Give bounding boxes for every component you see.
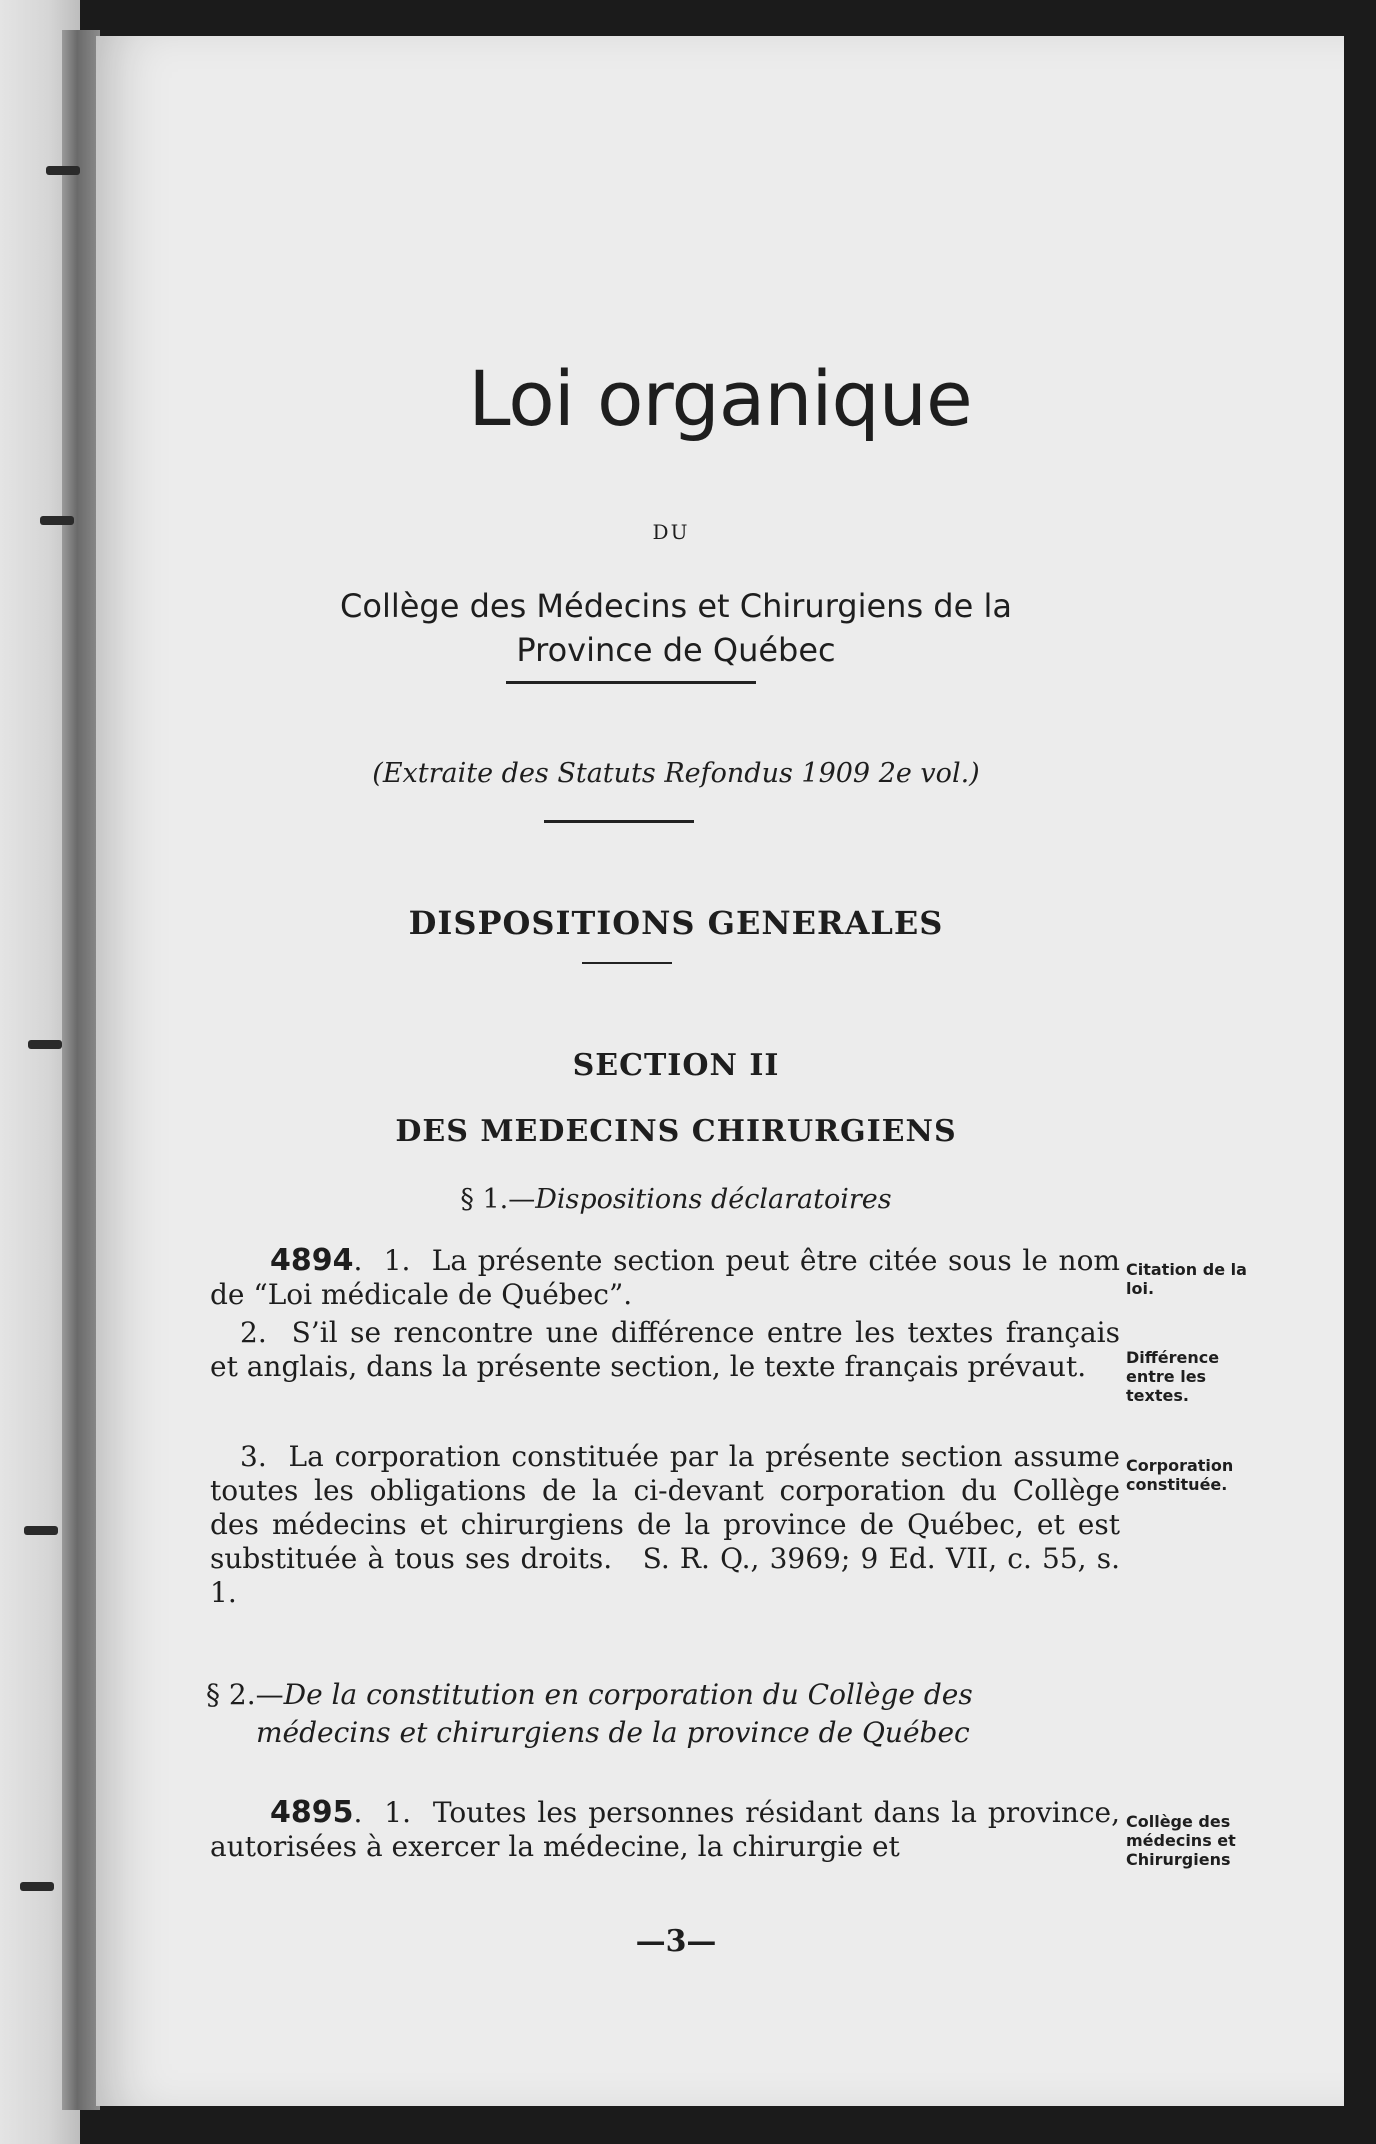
- subsection-number: 1.: [384, 1796, 411, 1829]
- paragraph-2-title-line-1: De la constitution en corporation du Collège des: [283, 1678, 973, 1711]
- margin-note-college: Collège des médecins et Chirurgiens: [1126, 1812, 1236, 1869]
- binding-staple: [24, 1526, 58, 1535]
- paragraph-1-heading: [236, 1184, 1116, 1215]
- du-label: DU: [652, 520, 690, 544]
- college-line-2: Province de Québec: [516, 631, 836, 669]
- article-text: Toutes les personnes résidant dans la province, autorisées à exercer la médecine, la chirurgie et: [210, 1796, 1121, 1863]
- statute-reference: S. R. Q., 3969; 9 Ed. VII, c. 55, s. 1.: [210, 1542, 1120, 1609]
- subsection-heading: DES MEDECINS CHIRURGIENS: [395, 1114, 957, 1149]
- article-4895-s1: 4895. 1. Toutes les personnes résidant dans la province, autorisées à exercer la médecine, la chirurgie et: [210, 1795, 1121, 1863]
- book-spine: [62, 30, 100, 2110]
- subsection-number: 3.: [240, 1440, 267, 1473]
- page-number: —3—: [635, 1924, 717, 1959]
- subsection-number: 2.: [240, 1316, 267, 1349]
- margin-note-citation: Citation de la loi.: [1126, 1260, 1247, 1298]
- document-title: Loi organique: [468, 354, 972, 443]
- dispositions-heading: DISPOSITIONS GENERALES: [408, 904, 944, 942]
- article-4894-s2: [210, 1316, 1120, 1384]
- extraite-note: (Extraite des Statuts Refondus 1909 2e vol.): [372, 758, 980, 789]
- college-heading: [236, 584, 1116, 672]
- section-heading: SECTION II: [572, 1048, 780, 1083]
- article-4894-s3: [210, 1440, 1120, 1610]
- binding-staple: [46, 166, 80, 175]
- paragraph-2-number: § 2.—: [206, 1678, 284, 1711]
- binding-staple: [40, 516, 74, 525]
- margin-note-difference: Différence entre les textes.: [1126, 1348, 1220, 1405]
- margin-note-corporation: Corporation constituée.: [1126, 1456, 1234, 1494]
- college-line-1: Collège des Médecins et Chirurgiens de la: [340, 587, 1012, 625]
- divider-rule: [506, 681, 756, 684]
- paragraph-1-number: § 1.—: [460, 1184, 536, 1215]
- article-text: La présente section peut être citée sous le nom de “Loi médicale de Québec”.: [210, 1244, 1120, 1311]
- article-number: 4895: [270, 1795, 354, 1830]
- document-page: [96, 36, 1344, 2106]
- subsection-number: 1.: [383, 1244, 411, 1277]
- paragraph-2-heading: [206, 1676, 1126, 1752]
- paragraph-2-title-line-2: médecins et chirurgiens de la province de Québec: [256, 1716, 970, 1749]
- article-4894-s1: 4894. 1. La présente section peut être citée sous le nom de “Loi médicale de Québec”.: [210, 1243, 1120, 1311]
- divider-rule: [582, 962, 672, 964]
- article-text: S’il se rencontre une différence entre les textes français et anglais, dans la présente section, le texte français prévaut.: [210, 1316, 1120, 1383]
- binding-staple: [20, 1882, 54, 1891]
- article-text: La corporation constituée par la présente section assume toutes les obligations de la ci-devant corporation du Collège des médecins et chirurgiens de la province de Québec, et est substituée à tous ses droits.: [210, 1440, 1120, 1575]
- paragraph-1-title: Dispositions déclaratoires: [535, 1184, 892, 1215]
- divider-rule: [544, 820, 694, 823]
- article-number: 4894: [270, 1243, 354, 1278]
- binding-staple: [28, 1040, 62, 1049]
